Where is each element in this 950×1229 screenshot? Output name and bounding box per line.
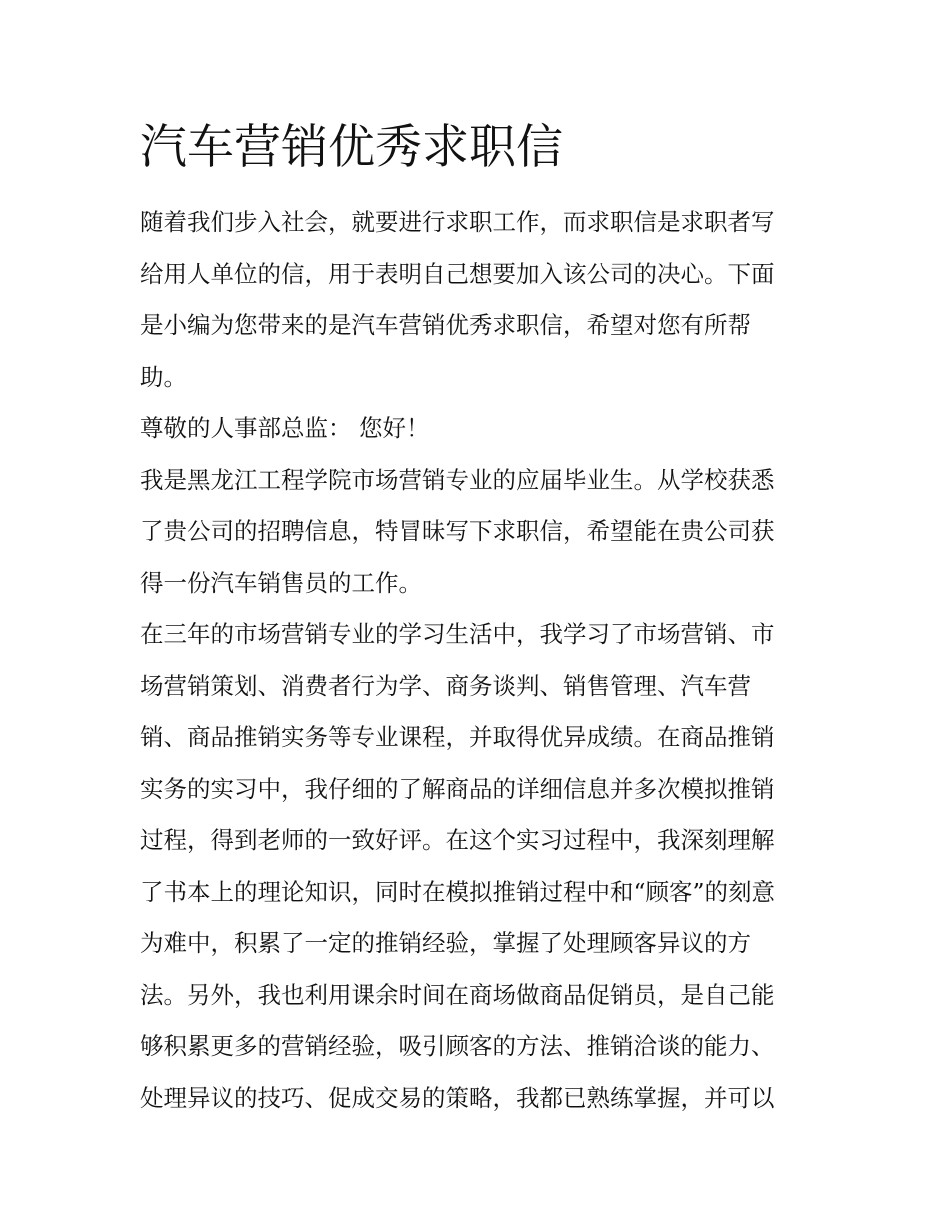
document-body [140,197,820,1124]
body-line: 场营销策划、消费者行为学、商务谈判、销售管理、汽车营 [140,671,751,700]
body-line: 给用人单位的信，用于表明自己想要加入该公司的决心。下面 [140,259,775,288]
body-line: 过程，得到老师的一致好评。在这个实习过程中，我深刻理解 [140,826,775,854]
body-line: 在三年的市场营销专业的学习生活中，我学习了市场营销、市 [140,620,775,648]
body-line: 为难中，积累了一定的推销经验，掌握了处理顾客异议的方 [140,929,751,957]
body-line: 得一份汽车销售员的工作。 [140,568,422,597]
body-line: 够积累更多的营销经验，吸引顾客的方法、推销洽谈的能力、 [140,1032,775,1060]
salutation-line: 尊敬的人事部总监： 您好！ [140,414,430,442]
body-line: 了书本上的理论知识，同时在模拟推销过程中和“顾客”的刻意 [140,877,776,906]
body-line: 是小编为您带来的是汽车营销优秀求职信，希望对您有所帮 [140,311,751,339]
body-line: 我是黑龙江工程学院市场营销专业的应届毕业生。从学校获悉 [140,465,775,494]
body-line: 助。 [140,362,187,391]
body-line: 处理异议的技巧、促成交易的策略，我都已熟练掌握，并可以 [140,1083,775,1112]
body-line: 法。另外，我也利用课余时间在商场做商品促销员，是自己能 [140,980,775,1009]
body-line: 了贵公司的招聘信息，特冒昧写下求职信，希望能在贵公司获 [140,517,775,545]
document-title: 汽车营销优秀求职信 [140,120,563,175]
body-line: 实务的实习中，我仔细的了解商品的详细信息并多次模拟推销 [140,774,775,803]
body-line: 销、商品推销实务等专业课程，并取得优异成绩。在商品推销 [140,723,775,751]
body-line: 随着我们步入社会，就要进行求职工作，而求职信是求职者写 [140,208,775,236]
